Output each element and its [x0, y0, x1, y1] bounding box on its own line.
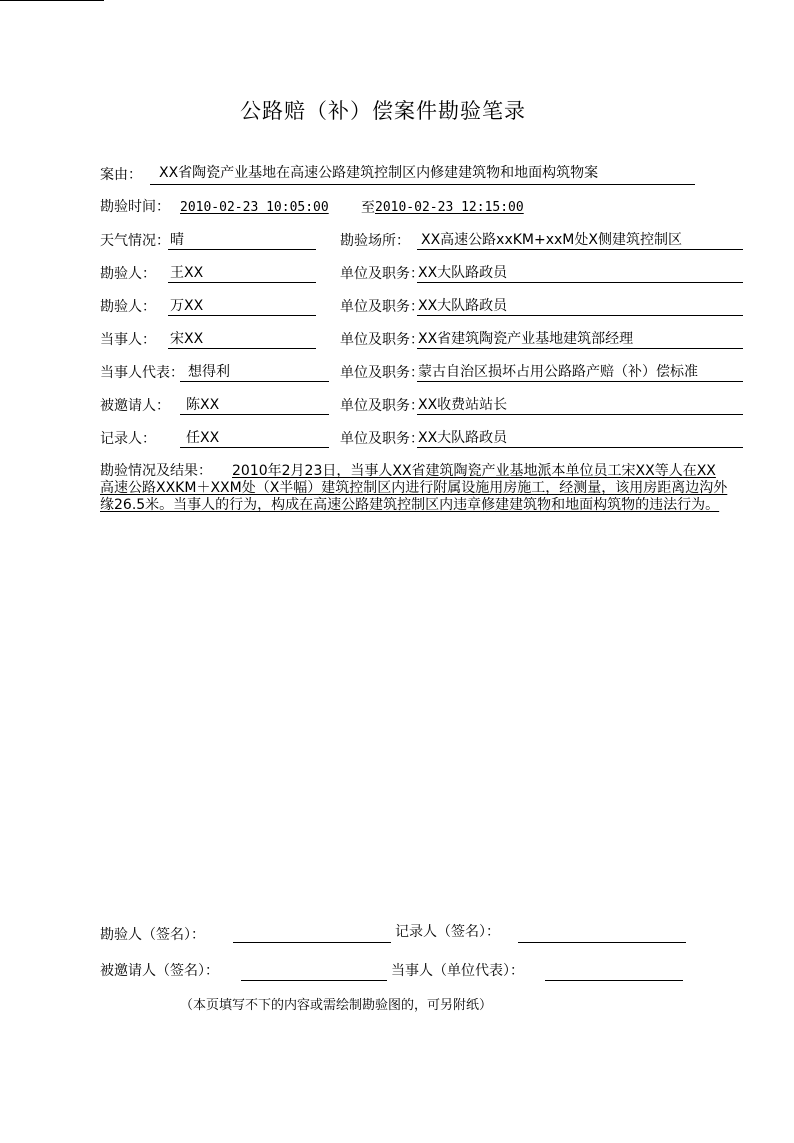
row-name-underline — [168, 348, 316, 349]
place-value: XX高速公路xxKM+xxM处X侧建筑控制区 — [421, 232, 682, 248]
row-label: 记录人： — [100, 431, 156, 447]
row-name-underline — [180, 414, 329, 415]
weather-value: 晴 — [170, 232, 184, 248]
row-unit-label: 单位及职务： — [340, 365, 424, 381]
time-end: 2010-02-23 12:15:00 — [375, 200, 524, 215]
weather-label: 天气情况： — [100, 233, 170, 249]
row-name-underline — [180, 381, 329, 382]
row-unit: 蒙古自治区损坏占用公路路产赔（补）偿标准 — [418, 364, 698, 380]
row-unit-label: 单位及职务： — [340, 398, 424, 414]
sign-party-label: 当事人（单位代表）： — [391, 963, 524, 979]
row-label: 被邀请人： — [100, 398, 170, 414]
case-underline — [150, 184, 695, 185]
weather-underline — [168, 249, 316, 250]
sign-party-line[interactable] — [545, 980, 683, 981]
row-unit-underline — [417, 447, 743, 448]
row-unit-underline — [417, 414, 743, 415]
row-unit: XX收费站站长 — [418, 397, 508, 413]
row-name: 王XX — [170, 265, 204, 281]
row-unit-underline — [417, 381, 743, 382]
row-name: 想得利 — [188, 364, 230, 380]
row-label: 当事人代表： — [100, 365, 184, 381]
row-unit-underline — [417, 348, 743, 349]
row-label: 当事人： — [100, 332, 156, 348]
row-name: 陈XX — [186, 397, 220, 413]
time-to: 至 — [361, 200, 375, 216]
page-title: 公路赔（补）偿案件勘验笔录 — [240, 99, 526, 123]
row-unit: XX大队路政员 — [418, 298, 508, 314]
sign-recorder-line[interactable] — [518, 942, 686, 943]
row-name-underline — [168, 282, 316, 283]
footnote: （本页填写不下的内容或需绘制勘验图的，可另附纸） — [180, 998, 493, 1013]
sign-invitee-line[interactable] — [241, 980, 387, 981]
row-name-underline — [180, 447, 329, 448]
row-name: 宋XX — [170, 331, 204, 347]
sign-invitee-label: 被邀请人（签名）： — [100, 963, 219, 979]
place-label: 勘验场所： — [340, 233, 410, 249]
row-unit-underline — [417, 315, 743, 316]
result-text: 2010年2月23日，当事人XX省建筑陶瓷产业基地派本单位员工宋XX等人在XX高速公路XXKM＋XXM处（X半幅）建筑控制区内进行附属设施用房施工，经测量，该用房距离边沟外缘26.5米。当事人的行为，构成在高速公路建筑控制区内违章修建建筑物和地面构筑物的违法行为。 — [100, 463, 728, 513]
row-label: 勘验人： — [100, 266, 156, 282]
row-unit-label: 单位及职务： — [340, 332, 424, 348]
row-label: 勘验人： — [100, 299, 156, 315]
sign-recorder-label: 记录人（签名）： — [395, 924, 500, 940]
result-block — [100, 463, 728, 514]
sign-inspector-line[interactable] — [233, 942, 391, 943]
row-unit-label: 单位及职务： — [340, 299, 424, 315]
top-rule — [0, 0, 104, 1]
row-name-underline — [168, 315, 316, 316]
place-underline — [417, 249, 743, 250]
sign-inspector-label: 勘验人（签名）： — [100, 927, 205, 943]
row-unit-label: 单位及职务： — [340, 431, 424, 447]
row-unit: XX省建筑陶瓷产业基地建筑部经理 — [418, 331, 634, 347]
row-unit: XX大队路政员 — [418, 265, 508, 281]
case-label: 案由： — [100, 167, 142, 183]
result-label: 勘验情况及结果： — [100, 463, 212, 479]
row-unit-label: 单位及职务： — [340, 266, 424, 282]
row-name: 万XX — [170, 298, 204, 314]
case-value: XX省陶瓷产业基地在高速公路建筑控制区内修建建筑物和地面构筑物案 — [159, 165, 599, 181]
row-unit-underline — [417, 282, 743, 283]
time-label: 勘验时间： — [100, 199, 170, 215]
row-name: 任XX — [186, 430, 220, 446]
row-unit: XX大队路政员 — [418, 430, 508, 446]
time-start: 2010-02-23 10:05:00 — [180, 200, 329, 215]
